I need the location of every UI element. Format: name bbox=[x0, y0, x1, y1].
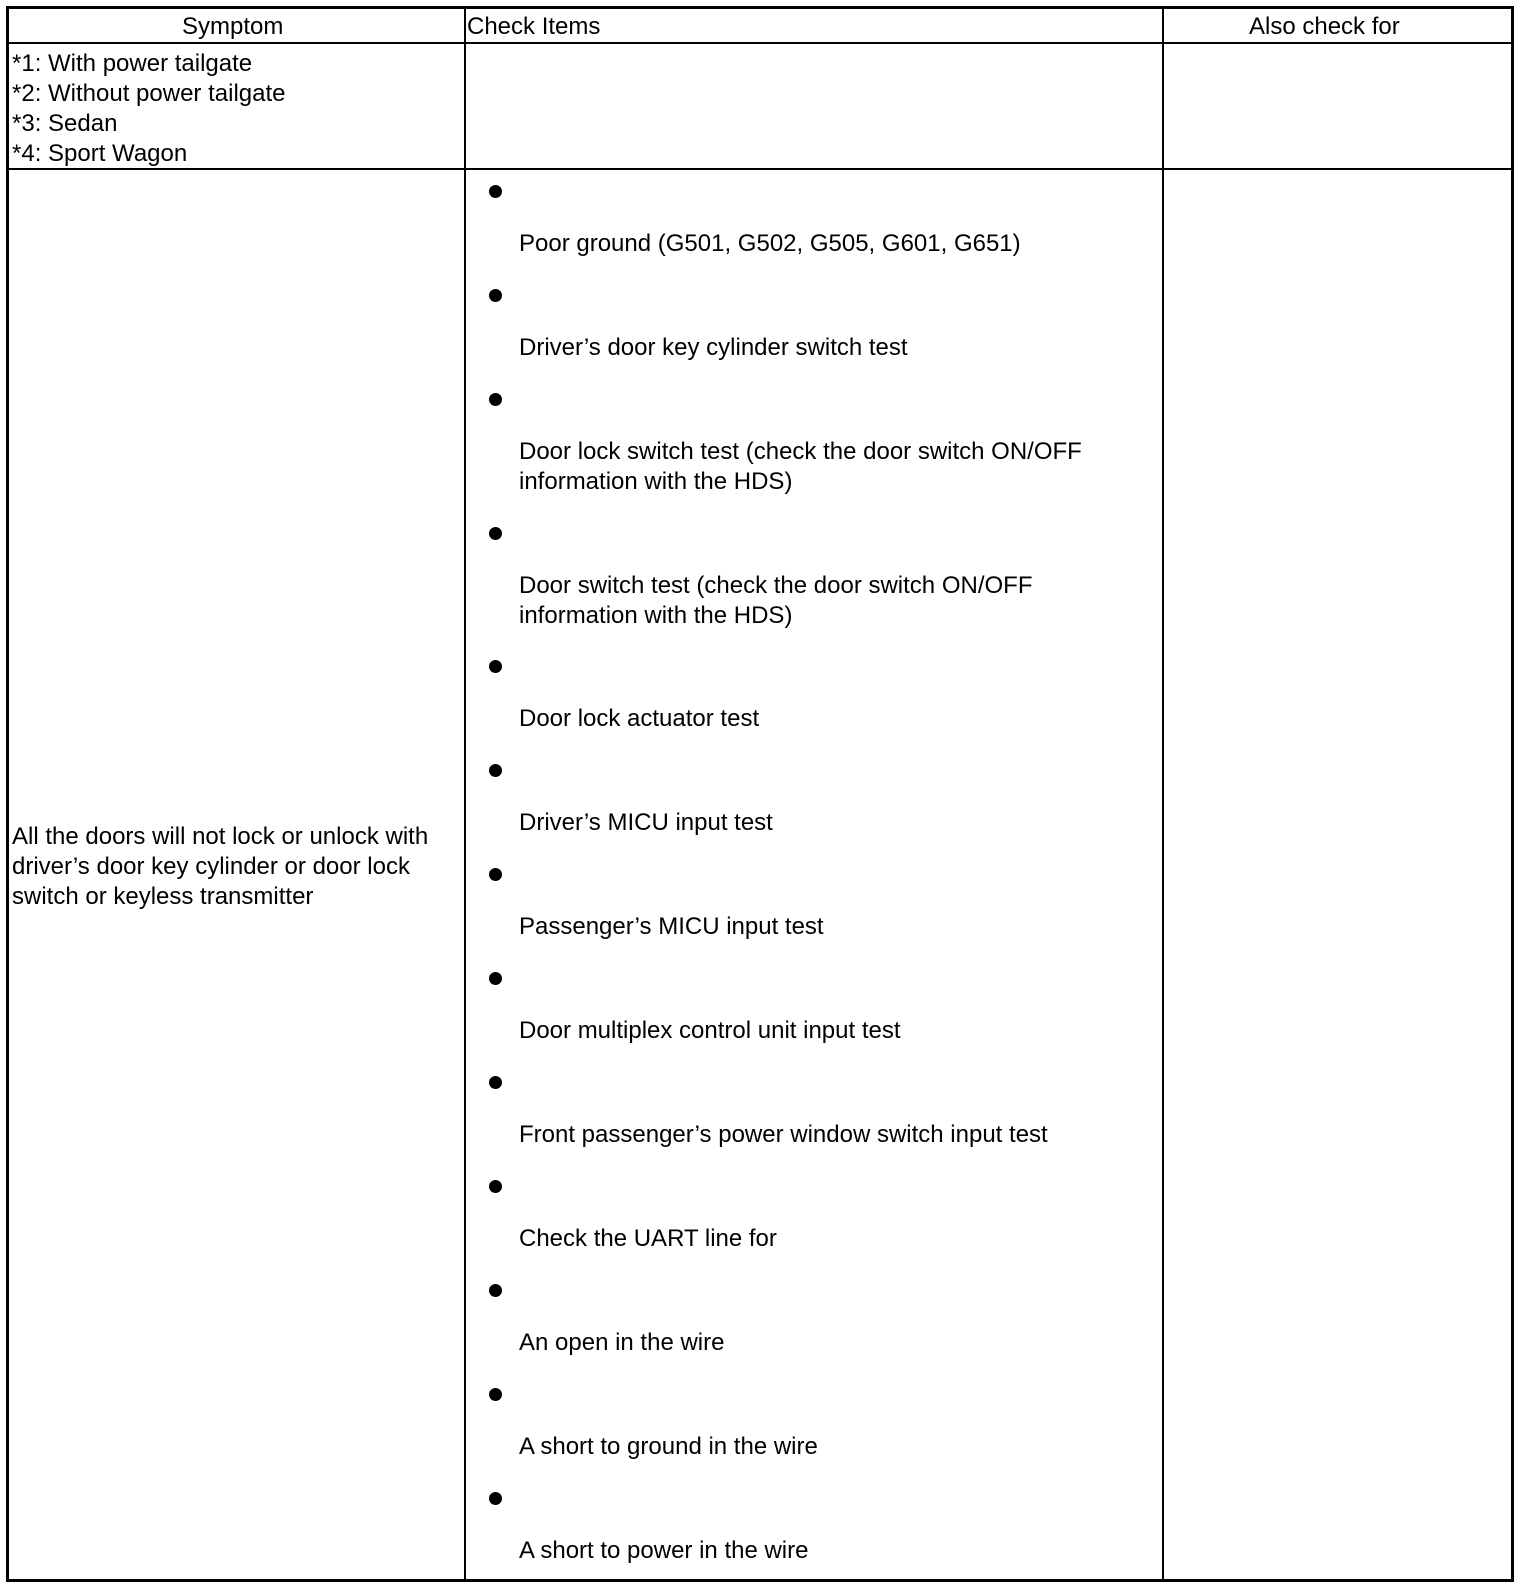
footnote: *3: Sedan bbox=[12, 110, 118, 137]
header-symptom: Symptom bbox=[182, 13, 284, 40]
footnote: *4: Sport Wagon bbox=[12, 140, 188, 167]
check-item-text: Door lock actuator test bbox=[519, 705, 760, 732]
check-item-text: Poor ground (G501, G502, G505, G601, G651) bbox=[519, 230, 1021, 257]
check-item-text: Door lock switch test (check the door switch ON/OFF information with the HDS) bbox=[519, 438, 1082, 495]
check-item-text: A short to power in the wire bbox=[519, 1537, 809, 1564]
bullet-icon bbox=[489, 289, 502, 302]
header-also-check-for: Also check for bbox=[1249, 13, 1400, 40]
check-item-text: Front passenger’s power window switch input test bbox=[519, 1121, 1048, 1148]
bullet-icon bbox=[489, 660, 502, 673]
footnote: *2: Without power tailgate bbox=[12, 80, 286, 107]
check-item-text: Passenger’s MICU input test bbox=[519, 913, 824, 940]
bullet-icon bbox=[489, 868, 502, 881]
header-divider bbox=[9, 42, 1511, 44]
check-item-text: A short to ground in the wire bbox=[519, 1433, 818, 1460]
column-divider-2 bbox=[1162, 9, 1164, 1579]
bullet-icon bbox=[489, 972, 502, 985]
bullet-icon bbox=[489, 1388, 502, 1401]
footnote: *1: With power tailgate bbox=[12, 50, 253, 77]
check-item-text: Driver’s door key cylinder switch test bbox=[519, 334, 908, 361]
header-check-items: Check Items bbox=[467, 13, 601, 40]
bullet-icon bbox=[489, 764, 502, 777]
bullet-icon bbox=[489, 185, 502, 198]
footnote-list bbox=[12, 49, 285, 169]
check-item-text: An open in the wire bbox=[519, 1329, 725, 1356]
check-item-text: Driver’s MICU input test bbox=[519, 809, 773, 836]
bullet-icon bbox=[489, 1076, 502, 1089]
bullet-icon bbox=[489, 1284, 502, 1297]
check-item-text: Door switch test (check the door switch ON/OFF information with the HDS) bbox=[519, 572, 1033, 629]
bullet-icon bbox=[489, 393, 502, 406]
bullet-icon bbox=[489, 1180, 502, 1193]
troubleshooting-table bbox=[6, 6, 1514, 1582]
check-item-text: Check the UART line for bbox=[519, 1225, 777, 1252]
symptom-text: All the doors will not lock or unlock with driver’s door key cylinder or door lock switch or keyless transmitter bbox=[12, 823, 429, 910]
check-item-text: Door multiplex control unit input test bbox=[519, 1017, 901, 1044]
bullet-icon bbox=[489, 1492, 502, 1505]
bullet-icon bbox=[489, 527, 502, 540]
column-divider-1 bbox=[464, 9, 466, 1579]
